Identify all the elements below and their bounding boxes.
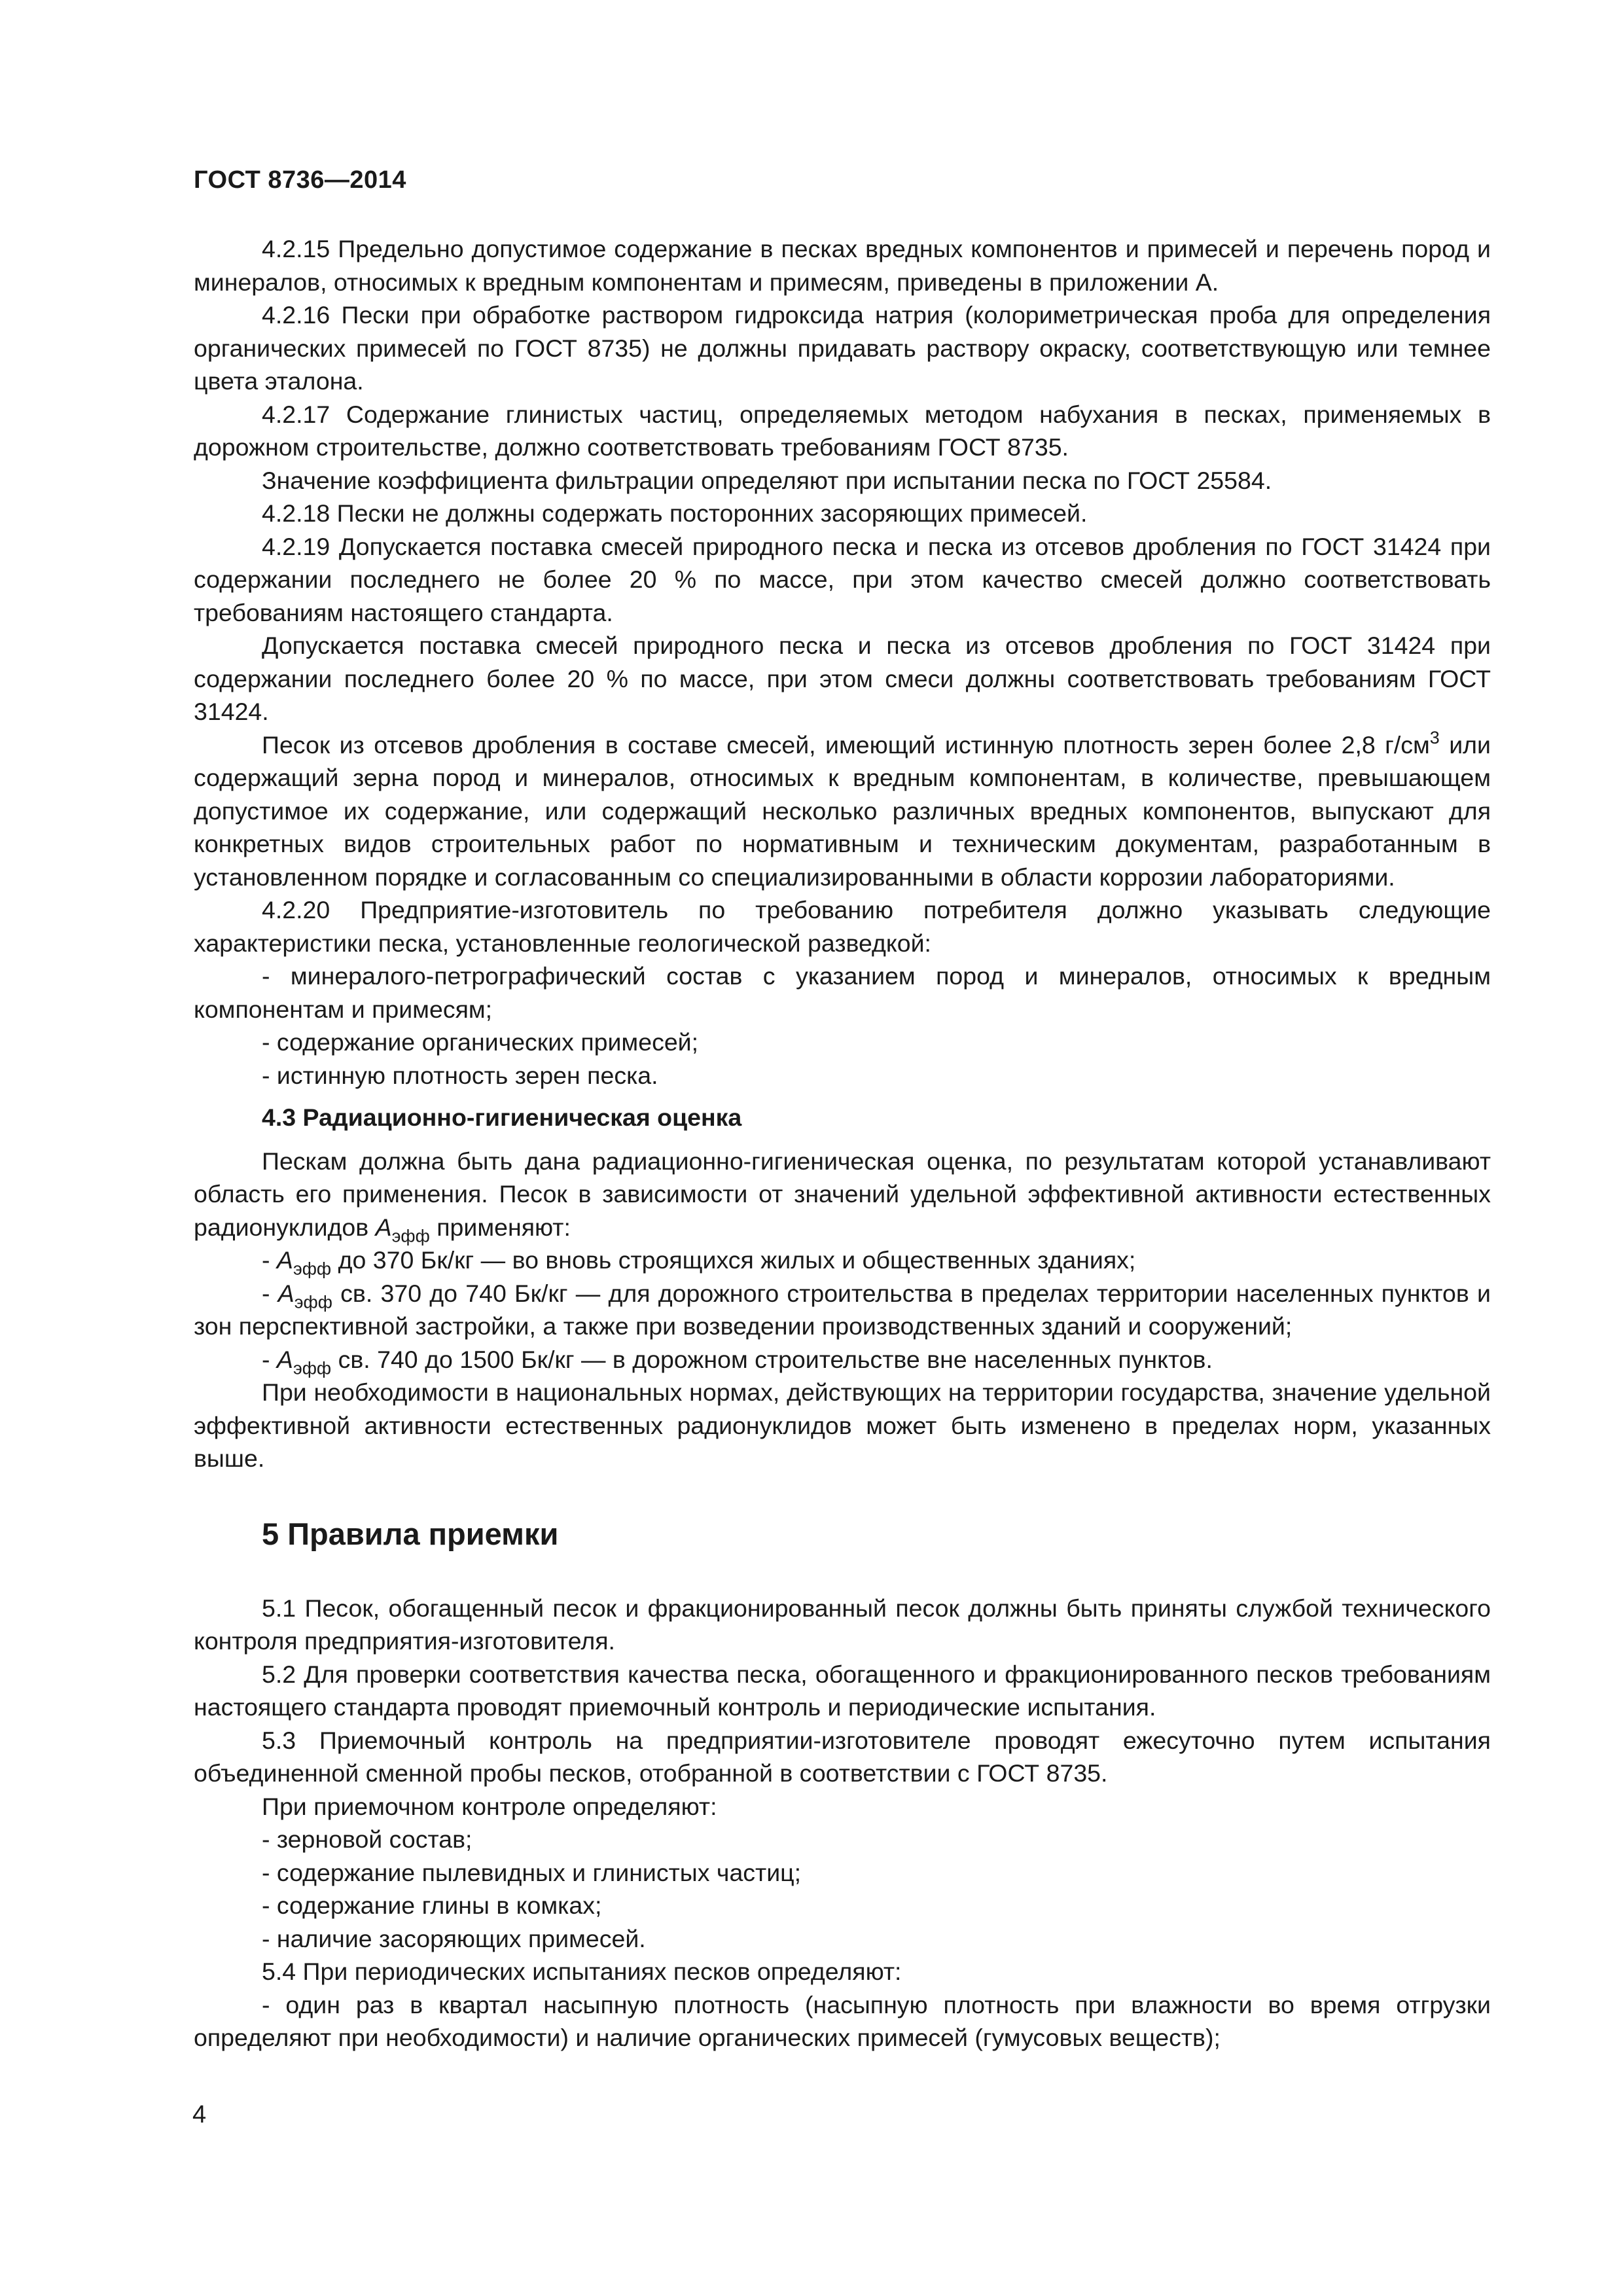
activity-subscript: эфф — [391, 1225, 430, 1246]
paragraph-5-2: 5.2 Для проверки соответствия качества песка, обогащенного и фракционированного песков требованиям настоящего стандарта проводят приемочный контроль и периодические испытания. — [194, 1660, 1491, 1721]
paragraph-4-2-16: 4.2.16 Пески при обработке раствором гидроксида натрия (колориметрическая проба для определения органических примесей по ГОСТ 8735) не должны придавать раствору окраску, соответствующую или темнее цвета эталона. — [194, 301, 1491, 395]
activity-symbol: А — [375, 1213, 392, 1241]
cubic-superscript: 3 — [1429, 727, 1440, 747]
paragraph-5-4: 5.4 При периодических испытаниях песков определяют: — [262, 1958, 902, 1985]
activity-740-text: св. 370 до 740 Бк/кг — для дорожного строительства в пределах территории населенных пунктов и зон перспективной застройки, а также при возведении производственных зданий и сооружений; — [194, 1279, 1491, 1340]
activity-symbol: А — [276, 1246, 293, 1274]
list-item-debris: - наличие засоряющих примесей. — [262, 1924, 646, 1952]
paragraph-crushing-screenings — [194, 728, 1491, 894]
paragraph-4-2-20: 4.2.20 Предприятие-изготовитель по требованию потребителя должно указывать следующие характеристики песка, установленные геологической разведкой: — [194, 896, 1491, 957]
activity-370-text: до 370 Бк/кг — во вновь строящихся жилых и общественных зданиях; — [331, 1246, 1136, 1274]
activity-subscript: эфф — [293, 1357, 332, 1378]
paragraph-filtration: Значение коэффициента фильтрации определяют при испытании песка по ГОСТ 25584. — [262, 466, 1272, 494]
paragraph-5-3: 5.3 Приемочный контроль на предприятии-изготовителе проводят ежесуточно путем испытания объединенной сменной пробы песков, отобранной в соответствии с ГОСТ 8735. — [194, 1726, 1491, 1787]
activity-subscript: эфф — [294, 1291, 332, 1312]
list-item-quarterly: - один раз в квартал насыпную плотность (насыпную плотность при влажности во время отгрузки определяют при необходимости) и наличие органических примесей (гумусовых веществ); — [194, 1990, 1491, 2051]
list-item-activity-1500 — [194, 1343, 1491, 1376]
activity-subscript: эфф — [293, 1259, 332, 1279]
activity-1500-text: св. 740 до 1500 Бк/кг — в дорожном строительстве вне населенных пунктов. — [331, 1345, 1213, 1373]
paragraph-5-1: 5.1 Песок, обогащенный песок и фракционированный песок должны быть приняты службой технического контроля предприятия-изготовителя. — [194, 1594, 1491, 1655]
list-item-clay: - содержание глины в комках; — [262, 1892, 602, 1919]
radiation-text-a: Пескам должна быть дана радиационно-гигиеническая оценка, по результатам которой устанавливают область его применения. Песок в зависимости от значений удельной эффективной активности естественных радионуклидов — [194, 1147, 1491, 1241]
paragraph-4-2-15: 4.2.15 Предельно допустимое содержание в песках вредных компонентов и примесей и перечень пород и минералов, относимых к вредным компонентам и примесям, приведены в приложении А. — [194, 235, 1491, 296]
dash: - — [262, 1279, 278, 1307]
list-item-density: - истинную плотность зерен песка. — [262, 1061, 658, 1089]
crushing-text-b: или содержащий зерна пород и минералов, относимых к вредным компонентам, в количестве, превышающем допустимое их содержание, или содержащий несколько различных вредных компонентов, выпускают для конкретных видов строительных работ по нормативным и техническим документам, разработанным в установленном порядке и согласованным со специализированными в области коррозии лабораториями. — [194, 730, 1491, 891]
subsection-heading-4-3: 4.3 Радиационно-гигиеническая оценка — [262, 1103, 742, 1131]
dash: - — [262, 1246, 277, 1274]
paragraph-4-2-17: 4.2.17 Содержание глинистых частиц, определяемых методом набухания в песках, применяемых в дорожном строительстве, должно соответствовать требованиям ГОСТ 8735. — [194, 400, 1491, 461]
document-body — [194, 232, 1491, 2054]
crushing-text-a: Песок из отсевов дробления в составе смесей, имеющий истинную плотность зерен более 2,8 г/см — [262, 730, 1430, 759]
list-item-dust: - содержание пылевидных и глинистых частиц; — [262, 1858, 802, 1886]
activity-symbol: А — [277, 1279, 294, 1307]
radiation-text-b: применяют: — [429, 1213, 571, 1241]
paragraph-4-2-18: 4.2.18 Пески не должны содержать посторонних засоряющих примесей. — [262, 499, 1088, 527]
paragraph-radiation — [194, 1145, 1491, 1244]
paragraph-mix-over-20: Допускается поставка смесей природного песка и песка из отсевов дробления по ГОСТ 31424 при содержании последнего более 20 % по массе, при этом смеси должны соответствовать требованиям ГОСТ 31424. — [194, 632, 1491, 725]
page-number: 4 — [192, 2101, 207, 2128]
section-heading-5: 5 Правила приемки — [262, 1516, 559, 1551]
list-item-organic: - содержание органических примесей; — [262, 1028, 699, 1056]
list-item-grain: - зерновой состав; — [262, 1825, 473, 1853]
activity-symbol: А — [276, 1345, 293, 1373]
page-header-doc-id: ГОСТ 8736—2014 — [194, 166, 406, 194]
paragraph-4-2-19: 4.2.19 Допускается поставка смесей природного песка и песка из отсевов дробления по ГОСТ 31424 при содержании последнего не более 20 % по массе, при этом качество смесей должно соответствовать требованиям настоящего стандарта. — [194, 532, 1491, 626]
paragraph-acceptance-control: При приемочном контроле определяют: — [262, 1792, 717, 1820]
list-item-activity-740 — [194, 1277, 1491, 1343]
dash: - — [262, 1345, 277, 1373]
list-item-activity-370 — [194, 1244, 1491, 1277]
paragraph-national-norms: При необходимости в национальных нормах, действующих на территории государства, значение удельной эффективной активности естественных радионуклидов может быть изменено в пределах норм, указанных выше. — [194, 1378, 1491, 1472]
list-item-mineral: - минералого-петрографический состав с указанием пород и минералов, относимых к вредным компонентам и примесям; — [194, 962, 1491, 1023]
